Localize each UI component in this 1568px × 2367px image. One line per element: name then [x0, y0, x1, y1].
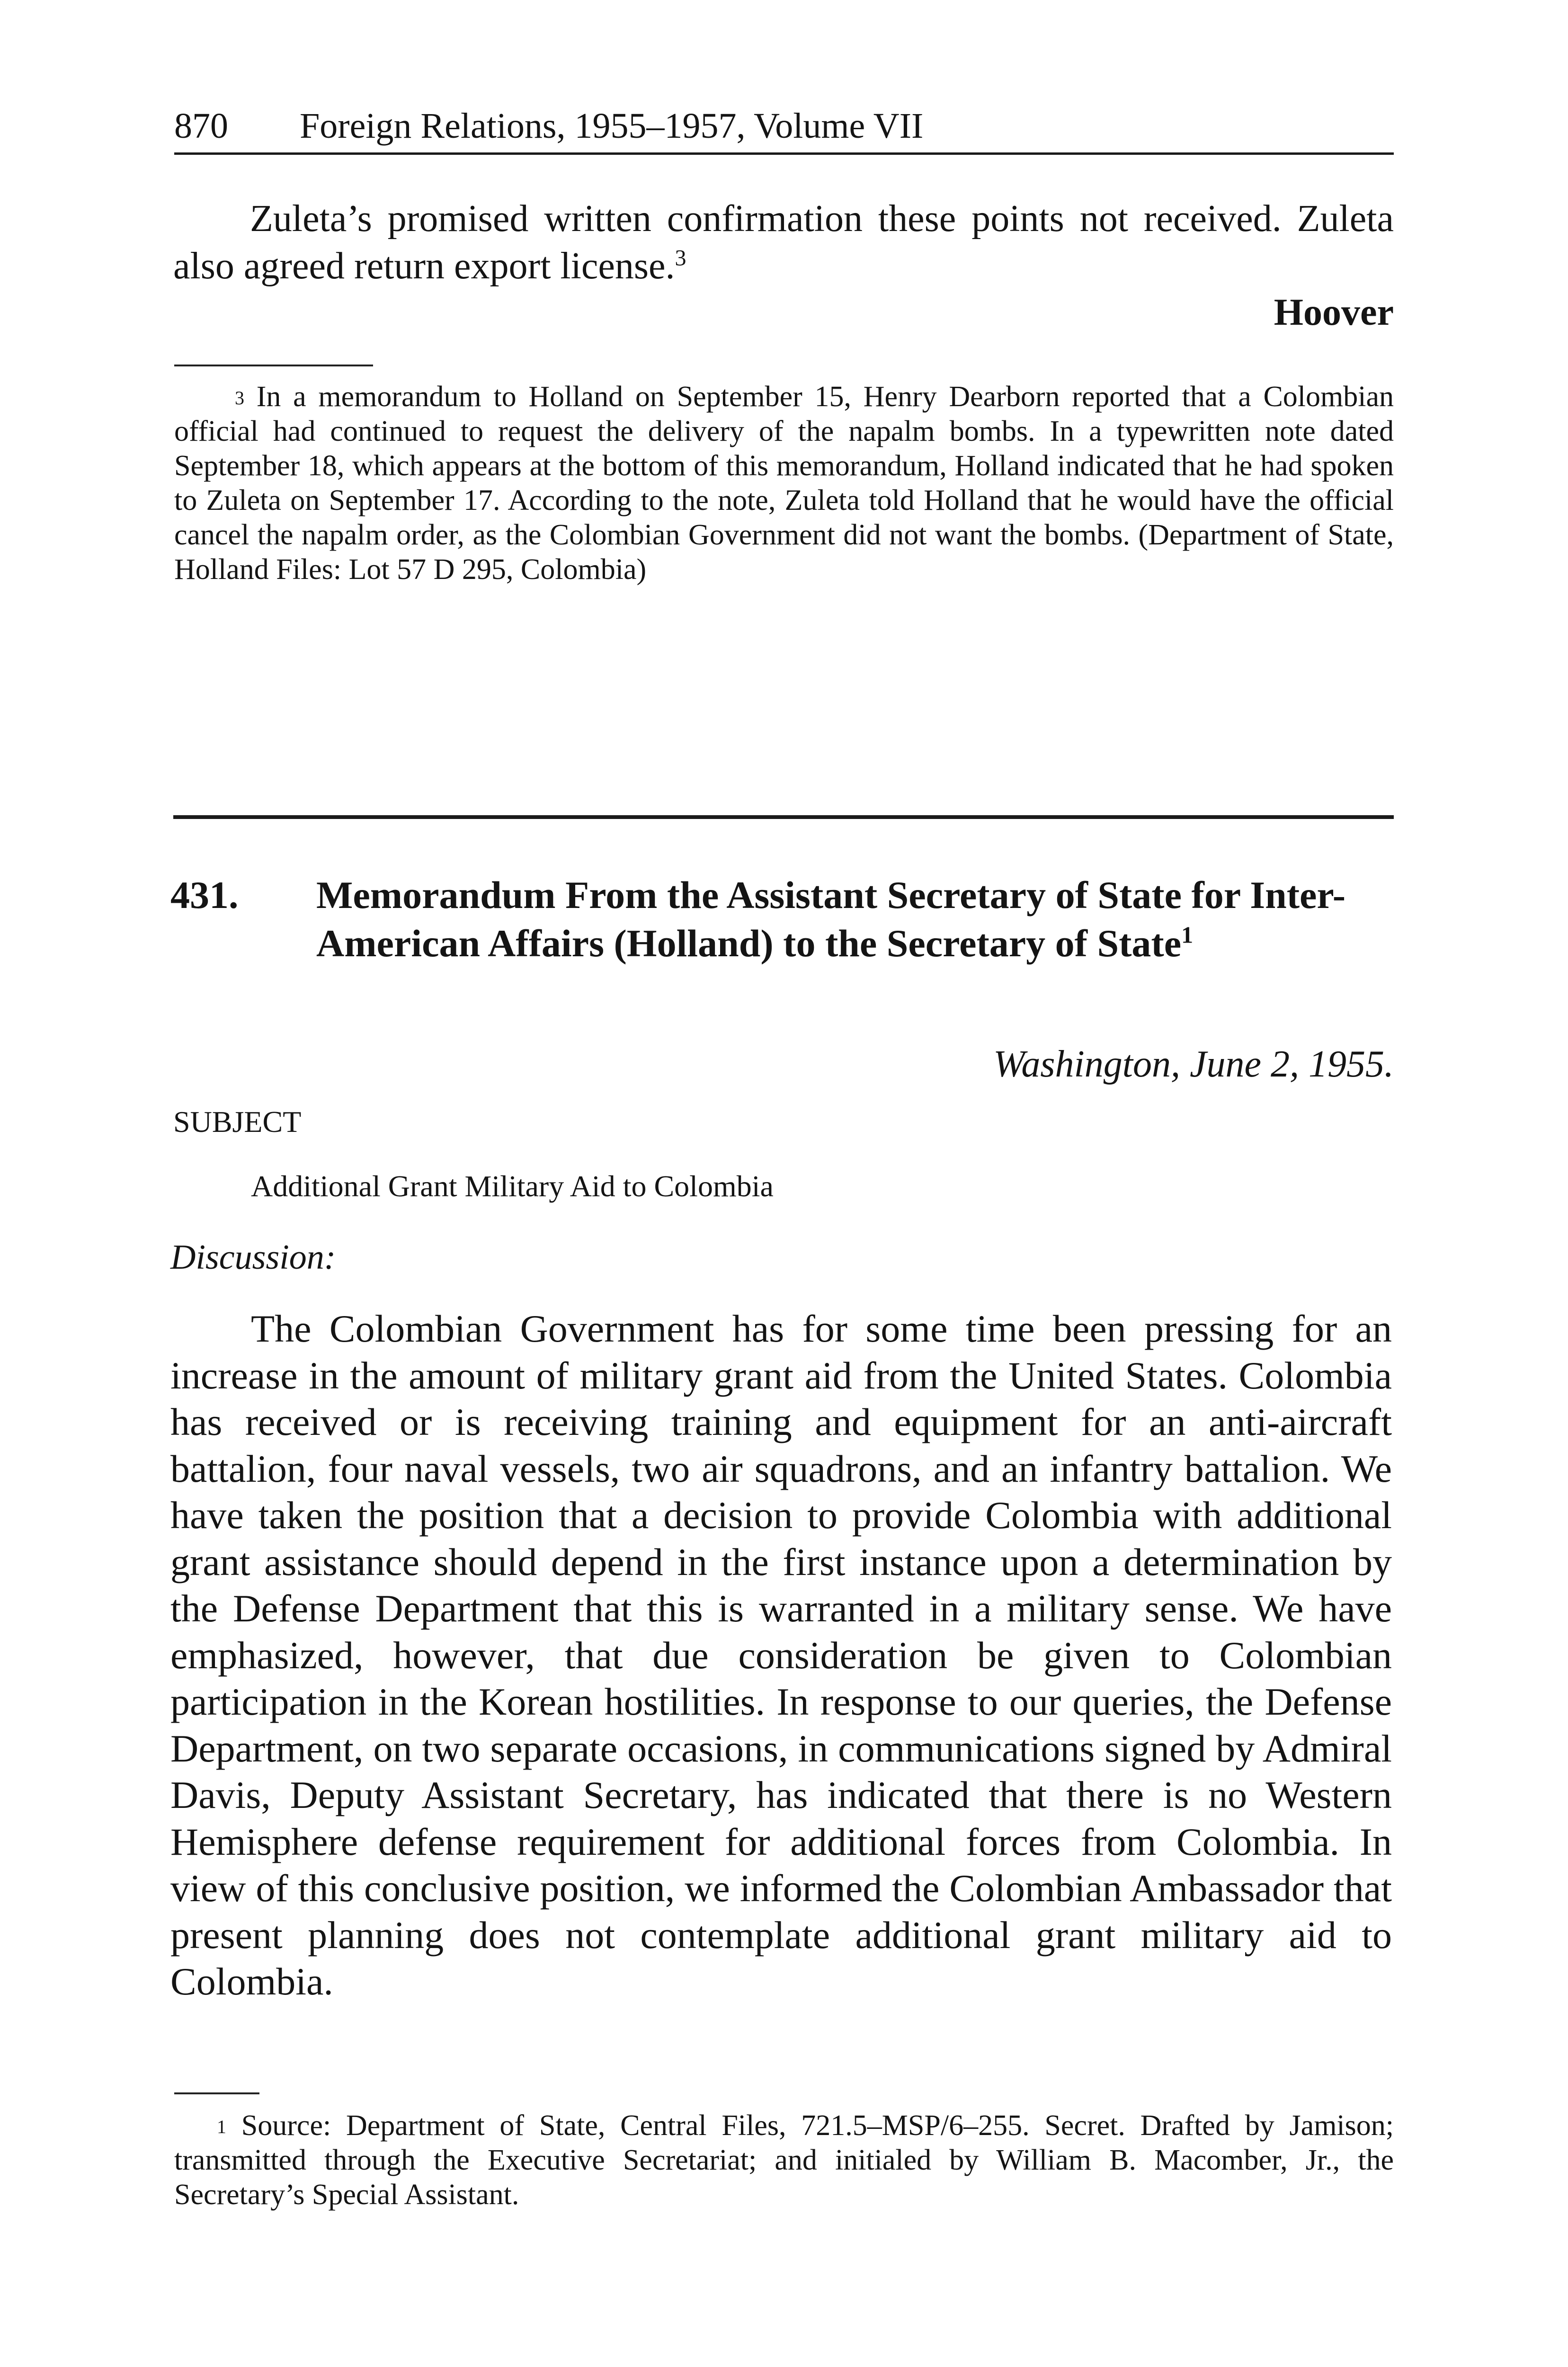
footnote-3: [174, 380, 1394, 587]
running-title: Foreign Relations, 1955–1957, Volume VII: [300, 106, 924, 146]
subject-text: Additional Grant Military Aid to Colombia: [251, 1169, 774, 1203]
footnote-ref-3: 3: [675, 245, 686, 271]
continuation-text: Zuleta’s promised written confirmation these points not received. Zuleta also agreed return export license.: [173, 198, 1394, 287]
discussion-label: Discussion:: [170, 1238, 336, 1277]
running-header: [174, 103, 1394, 155]
section-divider: [173, 815, 1394, 819]
document-title-text: Memorandum From the Assistant Secretary of State for Inter-American Affairs (Holland) to the Secretary of State: [316, 873, 1346, 965]
footnote-divider: [174, 365, 373, 366]
signature: Hoover: [1274, 292, 1394, 333]
dateline: Washington, June 2, 1955.: [993, 1043, 1394, 1085]
footnote-1-number: 1: [217, 2116, 226, 2137]
title-footnote-ref: 1: [1181, 921, 1194, 948]
footnote-3-number: 3: [235, 387, 244, 409]
document-number: 431.: [170, 873, 239, 917]
document-title: [316, 871, 1396, 968]
subject-label: SUBJECT: [173, 1105, 302, 1139]
page-number: 870: [174, 106, 228, 146]
footnote-3-text: In a memorandum to Holland on September 15, Henry Dearborn reported that a Colombian official had continued to request the delivery of the napalm bombs. In a typewritten note dated September 18, which appears at the bottom of this memorandum, Holland indicated that he had spoken to Zuleta on September 17. According to the note, Zuleta told Holland that he would have the official cancel the napalm order, as the Colombian Government did not want the bombs. (Department of State, Holland Files: Lot 57 D 295, Colombia): [174, 381, 1394, 586]
footnote-divider-2: [174, 2092, 259, 2094]
footnote-1: [174, 2109, 1394, 2212]
footnote-1-text: Source: Department of State, Central Files, 721.5–MSP/6–255. Secret. Drafted by Jamison; transmitted through the Executive Secretariat; and initialed by William B. Macomber, Jr., the Secretary’s Special Assistant.: [174, 2109, 1394, 2211]
body-paragraph: The Colombian Government has for some time been pressing for an increase in the amount of military grant aid from the United States. Colombia has received or is receiving training and equipment for an anti-aircraft battalion, four naval vessels, two air squadrons, and an infantry battalion. We have taken the position that a decision to provide Colombia with additional grant assistance should depend in the first instance upon a determination by the Defense Department that this is warranted in a military sense. We have emphasized, however, that due consideration be given to Colombian participation in the Korean hostilities. In response to our queries, the Defense Department, on two separate occasions, in communications signed by Admiral Davis, Deputy Assistant Secretary, has indicated that there is no Western Hemisphere defense requirement for additional forces from Colombia. In view of this conclusive position, we informed the Colombian Ambassador that present planning does not contemplate additional grant military aid to Colombia.: [170, 1307, 1392, 2003]
continuation-paragraph: [173, 195, 1394, 290]
